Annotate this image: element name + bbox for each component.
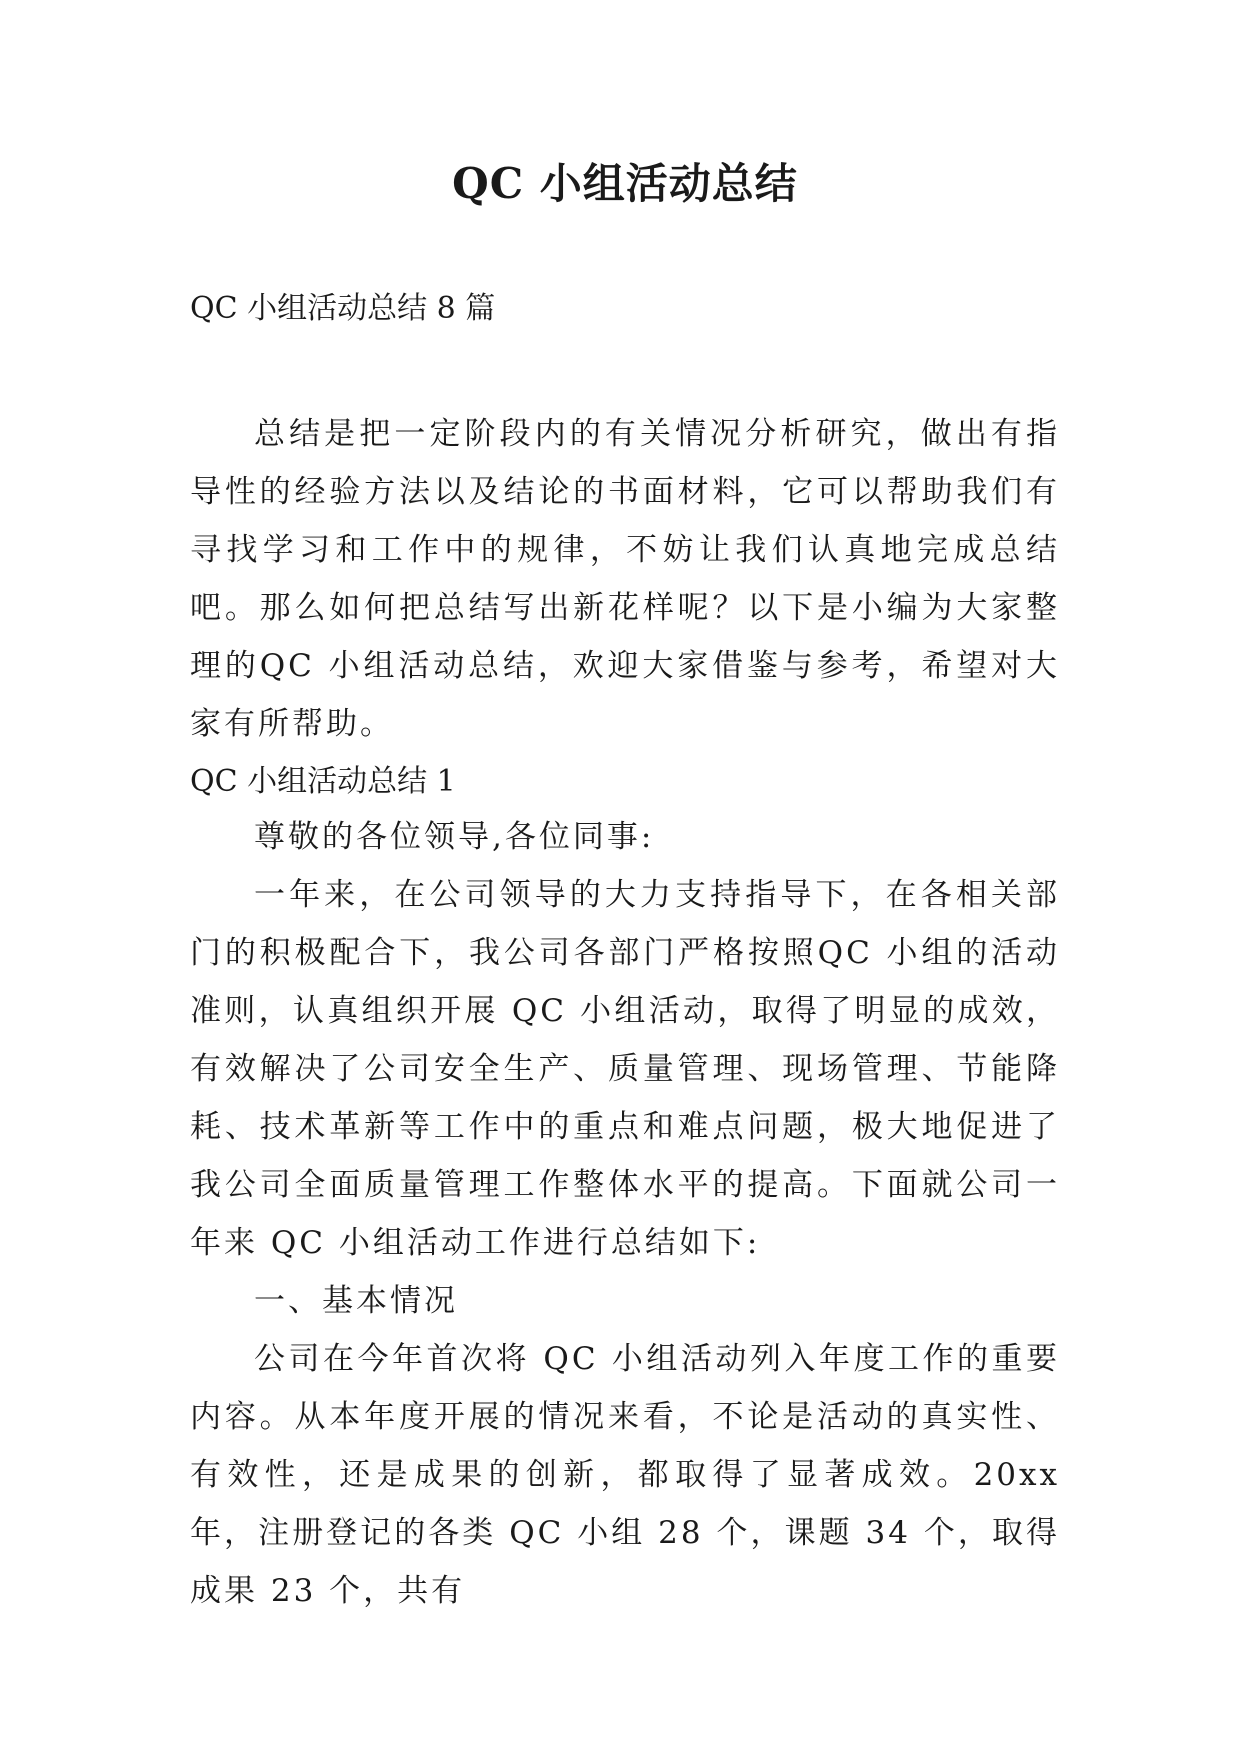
document-title: QC 小组活动总结 [452,159,798,208]
body-paragraph: 一年来，在公司领导的大力支持指导下，在各相关部门的积极配合下，我公司各部门严格按照QC 小组的活动准则，认真组织开展 QC 小组活动，取得了明显的成效，有效解决了公司安全生产、质量管理、现场管理、节能降耗、技术革新等工作中的重点和难点问题，极大地促进了我公司全面质量管理工作整体水平的提高。下面就公司一年来 QC 小组活动工作进行总结如下: [190,877,1060,1261]
body-paragraph: 公司在今年首次将 QC 小组活动列入年度工作的重要内容。从本年度开展的情况来看，不论是活动的真实性、有效性，还是成果的创新，都取得了显著成效。20xx 年，注册登记的各类 QC 小组 28 个，课题 34 个，取得成果 23 个，共有 [190,1341,1060,1609]
document-page [190,0,1060,1754]
body-paragraph: 尊敬的各位领导,各位同事: [254,819,655,855]
section-heading: QC 小组活动总结 1 [190,764,456,799]
body-paragraph: 一、基本情况 [254,1283,458,1319]
section-body [190,808,1060,1620]
intro-paragraph: 总结是把一定阶段内的有关情况分析研究，做出有指导性的经验方法以及结论的书面材料，它可以帮助我们有寻找学习和工作中的规律，不妨让我们认真地完成总结吧。那么如何把总结写出新花样呢？以下是小编为大家整理的QC 小组活动总结，欢迎大家借鉴与参考，希望对大家有所帮助。 [190,416,1060,742]
document-subtitle: QC 小组活动总结 8 篇 [190,291,496,326]
